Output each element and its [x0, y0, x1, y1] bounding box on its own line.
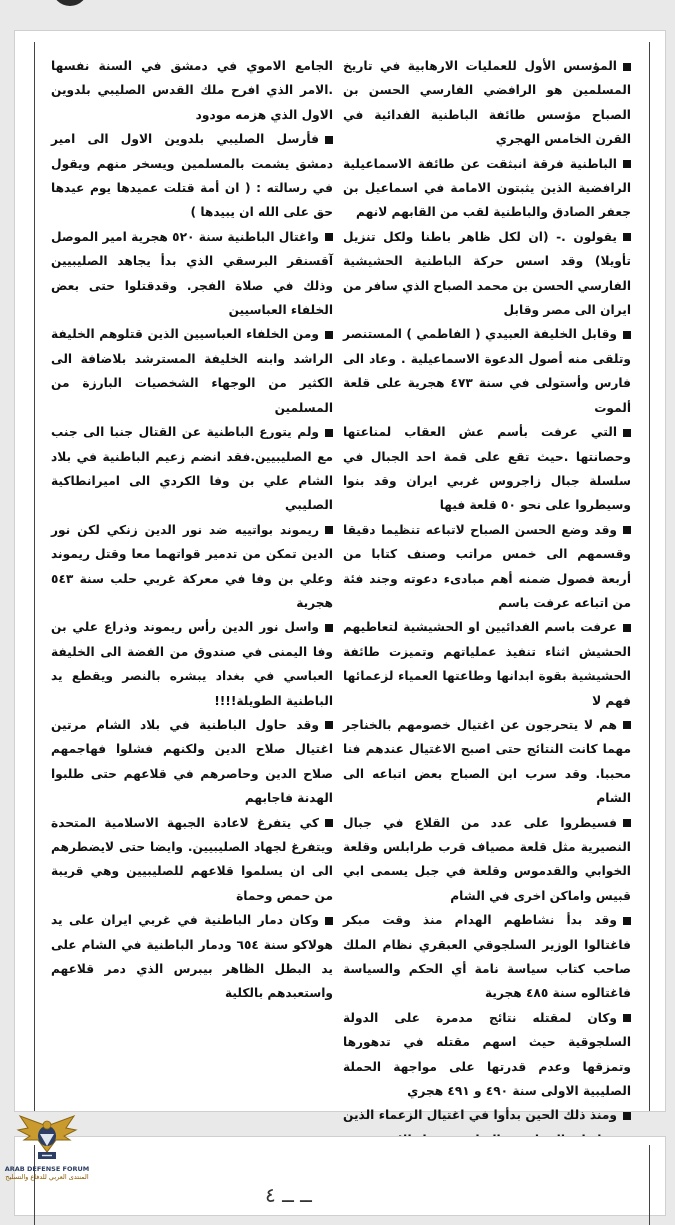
paragraph-text: واغتال الباطنية سنة ٥٢٠ هجرية امير الموصل آقسنقر البرسقي الذي بدأ يجاهد الصليبيين وذلك في صلاة الفجر. وقدقتلوا حتى بعض الخلفاء العباسيين: [51, 229, 333, 318]
paragraph: [51, 322, 333, 420]
paragraph: [51, 615, 333, 713]
square-bullet-icon: [623, 721, 631, 729]
next-page: [14, 1136, 666, 1216]
paragraph: [51, 420, 333, 518]
paragraph-text: ولم يتورع الباطنية عن القتال جنبا الى جنب مع الصليبيين.فقد انضم زعيم الباطنية في بلاد الشام علي بن وفا الكردي الى اميرانطاكية الصليبي: [51, 425, 333, 513]
paragraph-text: وقد وضع الحسن الصباح لاتباعه تنظيما دقيقا وقسمهم الى خمس مراتب وصنف كتابا من أربعة فصول ضمنه أهم مبادىء دعوته وجند فئة من اتباعه عرفت باسم: [343, 522, 631, 610]
square-bullet-icon: [623, 63, 631, 71]
paragraph: [51, 518, 333, 616]
next-page-frame: [34, 1145, 650, 1225]
square-bullet-icon: [325, 331, 333, 339]
paragraph-text: عرفت باسم الفدائيين او الحشيشية لتعاطيهم الحشيش اثناء تنفيذ عملياتهم وتميزت طائفة الحشيشية بقوة ابدانها وطاعتها العمياء لزعمائها فهم لا: [343, 620, 631, 708]
paragraph-text: هم لا يتحرجون عن اغتيال خصومهم بالخناجر مهما كانت النتائج حتى اصبح الاغتيال عندهم فنا محببا. وقد سرب ابن الصباح بعض اتباعه الى الشام: [343, 717, 631, 806]
paragraph-text: الباطنية فرقة انبثقت عن طائفة الاسماعيلية الرافضية الذين يثبتون الامامة في اسماعيل بن جعفر الصادق والباطنية لقب من القابهم لانهم: [343, 156, 631, 220]
square-bullet-icon: [623, 917, 631, 925]
square-bullet-icon: [623, 429, 631, 437]
paragraph: [343, 225, 631, 323]
square-bullet-icon: [623, 1014, 631, 1022]
document-page: [14, 30, 666, 1123]
paragraph-text: وكان لمقتله نتائج مدمرة على الدولة السلجوقية حيث اسهم مقتله في تدهورها وتمزقها وعدم قدرتها على مواجهة الحملة الصليبية الاولى سنة ٤٩٠ و ٤٩١ هجري: [343, 1010, 631, 1099]
square-bullet-icon: [325, 917, 333, 925]
paragraph: [51, 908, 333, 1006]
paragraph-text: يقولون .- (ان لكل ظاهر باطنا ولكل تنزيل تأويلا) وقد اسس حركة الباطنية الحشيشية الفارسي الحسن بن محمد الصباح الذي سافر من ايران الى مصر وقابل: [343, 229, 631, 318]
watermark-title: ARAB DEFENSE FORUM: [4, 1165, 90, 1173]
next-page-heading: ــ ــ ٤: [265, 1183, 312, 1207]
top-edge-graphic: [52, 0, 88, 6]
paragraph-text: واسل نور الدين رأس ريموند وذراع علي بن وفا اليمنى في صندوق من الفضة الى الخليفة العباسي في بغداد يبشره بالنصر ويقطع يد الباطنية الطويلة!!!!: [51, 620, 333, 708]
paragraph-text: التي عرفت بأسم عش العقاب لمناعتها وحصانتها .حيث تقع على قمة احد الجبال في سلسلة جبال زاجروس غربي ايران وقد بنوا وسيطروا على نحو ٥٠ قلعة فيها: [343, 425, 631, 513]
square-bullet-icon: [623, 526, 631, 534]
paragraph: [343, 1006, 631, 1104]
square-bullet-icon: [325, 819, 333, 827]
square-bullet-icon: [623, 331, 631, 339]
paragraph: [343, 54, 631, 152]
square-bullet-icon: [325, 721, 333, 729]
paragraph: [51, 225, 333, 323]
eagle-logo-icon: [16, 1112, 78, 1164]
square-bullet-icon: [325, 526, 333, 534]
paragraph: [343, 322, 631, 420]
paragraph: [343, 908, 631, 1006]
forum-watermark: [2, 1112, 92, 1200]
square-bullet-icon: [325, 624, 333, 632]
paragraph: [343, 420, 631, 518]
square-bullet-icon: [623, 1112, 631, 1120]
square-bullet-icon: [623, 624, 631, 632]
paragraph-text: وقابل الخليفة العبيدي ( الفاطمي ) المستنصر وتلقى منه أصول الدعوة الاسماعيلية . وعاد الى فارس وأستولى في سنة ٤٧٣ هجرية على قلعة ألموت: [343, 327, 631, 415]
paragraph-text: فأرسل الصليبي بلدوين الاول الى امير دمشق يشمت بالمسلمين ويسخر منهم ويقول في رسالته : ( ان أمة قتلت عميدها يوم عيدها حق على الله ان يبيدها ): [51, 132, 333, 220]
paragraph: [51, 127, 333, 225]
watermark-subtitle: المنتدى العربي للدفاع والتسليح: [5, 1173, 89, 1181]
right-text-column: [343, 54, 631, 1201]
paragraph: [343, 152, 631, 225]
square-bullet-icon: [623, 819, 631, 827]
paragraph-text: ومن الخلفاء العباسيين الذين قتلوهم الخليفة الراشد وابنه الخليفة المسترشد بلاضافة الى الكثير من الوجهاء الشخصيات البارزة من المسلمين: [51, 327, 333, 415]
square-bullet-icon: [623, 233, 631, 241]
square-bullet-icon: [325, 429, 333, 437]
paragraph: [343, 518, 631, 616]
paragraph-text: فسيطروا على عدد من القلاع في جبال النصيرية مثل قلعة مصياف قرب طرابلس وقلعة الخوابي والقدموس وقلعة في جبل يسمى ابي قبيس واماكن اخرى في الشام: [343, 815, 631, 903]
paragraph: [51, 54, 333, 127]
paragraph-text: وكان دمار الباطنية في غربي ايران على يد هولاكو سنة ٦٥٤ ودمار الباطنية في الشام على يد البطل الظاهر بيبرس الذي دمر قلاعهم واستعبدهم بالكلية: [51, 913, 333, 1001]
paragraph: [343, 615, 631, 713]
left-text-column: [51, 54, 333, 1006]
paragraph-text: كي يتفرغ لاعادة الجبهة الاسلامية المتحدة ويتفرغ لجهاد الصليبيين. وايضا حتى لايضطرهم الى ان يسلموا قلاعهم للصليبيين وهي قريبة من حمص وحماة: [51, 815, 333, 903]
square-bullet-icon: [623, 160, 631, 168]
paragraph-text: المؤسس الأول للعمليات الارهابية في تاريخ المسلمين هو الرافضي الفارسي الحسن بن الصباح مؤسس طائفة الباطنية الفدائية في القرن الخامس الهجري: [343, 59, 631, 147]
paragraph: [51, 713, 333, 811]
paragraph: [343, 811, 631, 909]
paragraph-text: ومنذ ذلك الحين بدأوا في اغتيال الزعماء الذين: [343, 1108, 617, 1123]
paragraph-text: وقد حاول الباطنية في بلاد الشام مرتين اغتيال صلاح الدين ولكنهم فشلوا فهاجمهم صلاح الدين وحاصرهم في قلاعهم حتى طلبوا الهدنة فاجابهم: [51, 717, 333, 806]
paragraph: [343, 713, 631, 811]
square-bullet-icon: [325, 136, 333, 144]
page-frame: [34, 42, 650, 1123]
paragraph-text: ريموند بواتييه ضد نور الدين زنكي لكن نور الدين تمكن من تدمير قواتهما معا وقتل ريموند وعلي بن وفا في معركة غربي حلب سنة ٥٤٣ هجرية: [51, 522, 333, 610]
square-bullet-icon: [325, 233, 333, 241]
paragraph: [51, 811, 333, 909]
paragraph-text: وقد بدأ نشاطهم الهدام منذ وقت مبكر فاغتالوا الوزير السلجوقي العبقري نظام الملك صاحب كتاب سياسة نامة أي الحكم والسياسة فاغتالوه سنة ٤٨٥ هجرية: [343, 913, 631, 1001]
paragraph-text: الجامع الاموي في دمشق في السنة نفسها .الامر الذي افرح ملك القدس الصليبي بلدوين الاول الذي هزمه مودود: [51, 59, 333, 122]
